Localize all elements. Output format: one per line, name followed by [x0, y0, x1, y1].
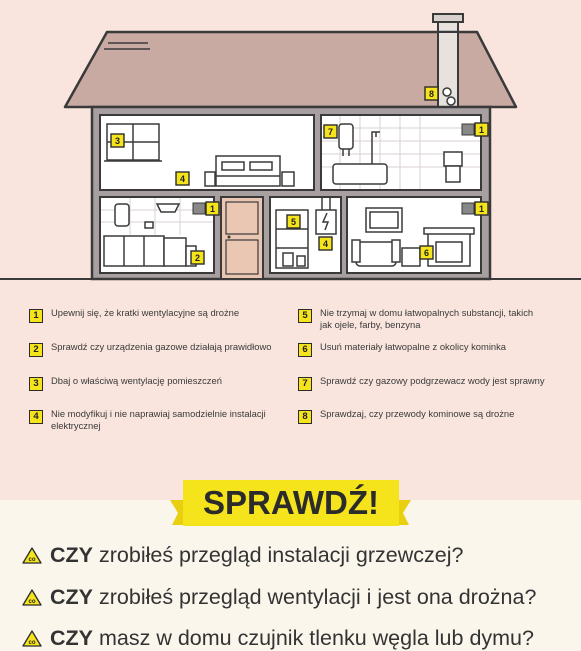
- marker-label: 4: [179, 174, 186, 184]
- legend-number: 6: [298, 343, 312, 357]
- banner-title: SPRAWDŹ!: [203, 484, 379, 521]
- legend-item: [29, 375, 276, 391]
- svg-text:co: co: [28, 599, 36, 605]
- legend-text: Nie modyfikuj i nie naprawiaj samodzielnie instalacji elektrycznej: [51, 408, 266, 431]
- legend-text: Sprawdź czy urządzenia gazowe działają prawidłowo: [51, 341, 272, 352]
- marker-1: [206, 202, 219, 215]
- marker-label: 7: [327, 127, 334, 137]
- marker-label: 6: [423, 248, 430, 258]
- legend: [0, 300, 581, 450]
- legend-text: Sprawdź czy gazowy podgrzewacz wody jest sprawny: [320, 375, 545, 386]
- marker-2: [191, 251, 204, 264]
- checklist-item: [22, 626, 534, 651]
- bed: [205, 156, 294, 186]
- marker-label: 3: [114, 136, 121, 146]
- toilet: [444, 152, 462, 182]
- co-warning-icon: [22, 589, 42, 606]
- marker-4: [319, 237, 332, 250]
- legend-text: Upewnij się, że kratki wentylacyjne są drożne: [51, 307, 240, 318]
- legend-number: 5: [298, 309, 312, 323]
- marker-label: 1: [209, 204, 216, 214]
- marker-label: 1: [478, 125, 485, 135]
- checklist-question-word: CZY: [50, 626, 93, 650]
- marker-label: 2: [194, 253, 201, 263]
- marker-1: [475, 123, 488, 136]
- checklist-item: [22, 543, 463, 568]
- legend-text: Sprawdzaj, czy przewody kominowe są drożne: [320, 408, 515, 419]
- checklist-item: [22, 585, 536, 610]
- legend-number: 4: [29, 410, 43, 424]
- marker-8: [425, 87, 438, 100]
- marker-7: [324, 125, 337, 138]
- legend-text: Nie trzymaj w domu łatwopalnych substancji, takich jak ojele, farby, benzyna: [320, 307, 534, 330]
- marker-1: [475, 202, 488, 215]
- checklist-question-word: CZY: [50, 585, 93, 609]
- legend-item: [29, 408, 276, 431]
- legend-number: 7: [298, 377, 312, 391]
- legend-text: Usuń materiały łatwopalne z okolicy kominka: [320, 341, 507, 352]
- co-warning-icon: [22, 630, 42, 647]
- checklist-question-word: CZY: [50, 543, 93, 567]
- marker-label: 8: [428, 89, 435, 99]
- svg-text:co: co: [28, 640, 36, 646]
- co-warning-icon: [22, 547, 42, 564]
- marker-3: [111, 134, 124, 147]
- legend-item: [29, 341, 276, 357]
- legend-item: [298, 408, 545, 424]
- checklist-text: zrobiłeś przegląd instalacji grzewczej?: [99, 543, 464, 567]
- front-door: [221, 197, 263, 279]
- marker-label: 4: [322, 239, 329, 249]
- legend-number: 8: [298, 410, 312, 424]
- legend-item: [29, 307, 276, 323]
- marker-4: [176, 172, 189, 185]
- marker-5: [287, 215, 300, 228]
- legend-number: 2: [29, 343, 43, 357]
- house-illustration: [0, 0, 581, 300]
- marker-label: 5: [290, 217, 297, 227]
- svg-text:co: co: [28, 557, 36, 563]
- legend-item: [298, 307, 545, 330]
- checklist-text: masz w domu czujnik tlenku węgla lub dymu?: [99, 626, 534, 650]
- marker-label: 1: [478, 204, 485, 214]
- legend-number: 1: [29, 309, 43, 323]
- legend-item: [298, 341, 545, 357]
- legend-number: 3: [29, 377, 43, 391]
- legend-item: [298, 375, 545, 391]
- marker-6: [420, 246, 433, 259]
- legend-text: Dbaj o właściwą wentylację pomieszczeń: [51, 375, 222, 386]
- checklist-text: zrobiłeś przegląd wentylacji i jest ona drożna?: [99, 585, 537, 609]
